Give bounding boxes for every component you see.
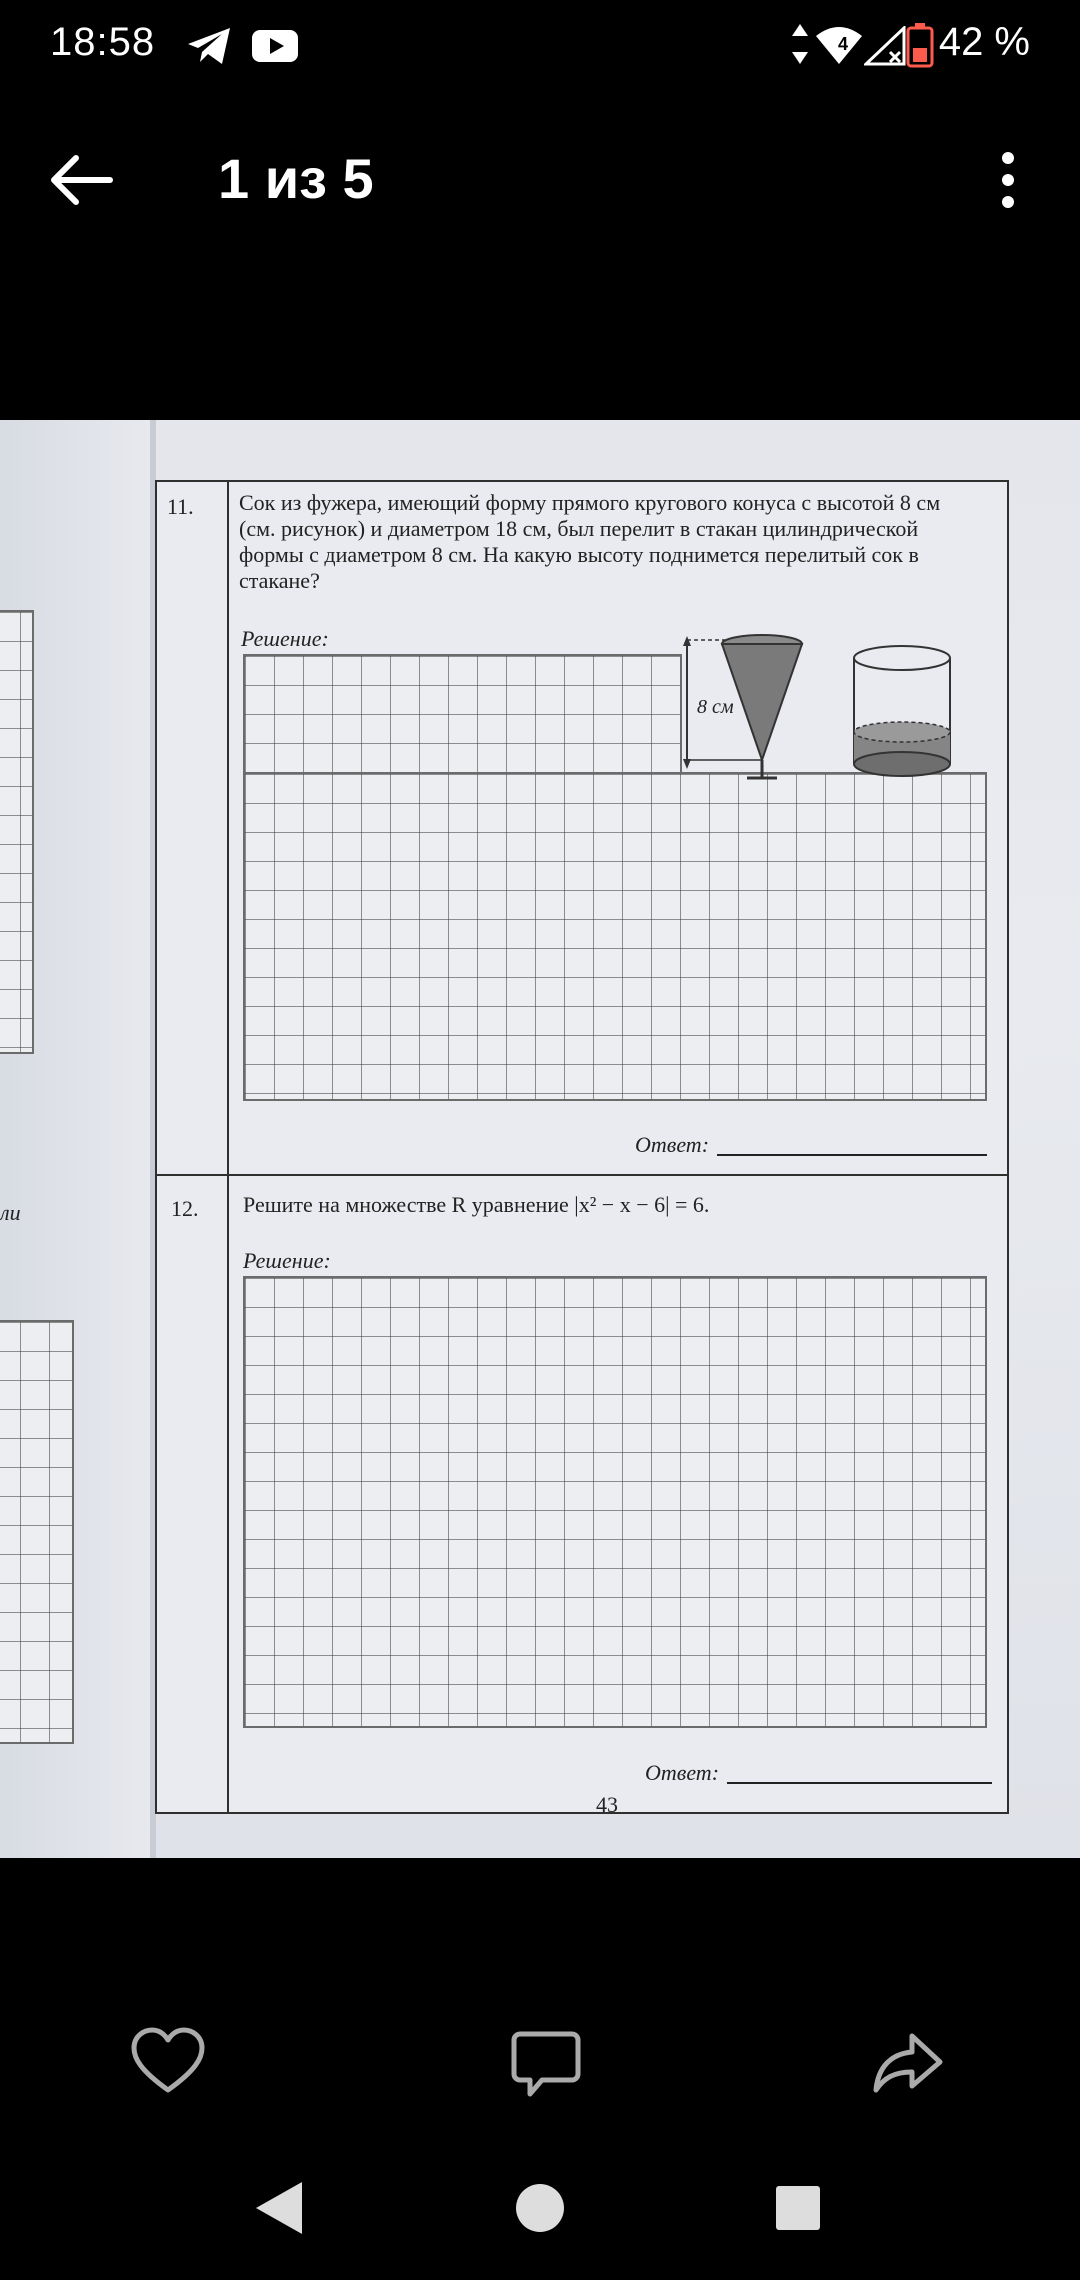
number-column-line	[227, 482, 229, 1812]
photo-image[interactable]	[0, 420, 1080, 1858]
nav-recents-button[interactable]	[758, 2168, 838, 2248]
task-divider	[157, 1174, 1007, 1176]
nav-back-icon	[256, 2182, 302, 2234]
task12-solution-label: Решение:	[243, 1248, 331, 1273]
left-page-edge	[0, 420, 150, 1858]
data-arrows-icon	[790, 22, 810, 66]
left-page-grid-bottom	[0, 1320, 74, 1744]
heart-icon	[134, 2030, 202, 2090]
task11-answer-label: Ответ:	[635, 1132, 710, 1157]
left-page-grid-top	[0, 610, 34, 1054]
page-number: 43	[596, 1792, 618, 1817]
task12-text: Решите на множестве R уравнение |x² − x − 6| = 6.	[243, 1192, 710, 1217]
task-sheet	[155, 480, 1009, 1814]
task12-number: 12.	[171, 1196, 199, 1221]
comment-icon	[514, 2034, 578, 2094]
glass-figure	[847, 642, 957, 787]
nav-back-button[interactable]	[240, 2168, 320, 2248]
page-title: 1 из 5	[218, 147, 374, 210]
battery-icon	[906, 22, 934, 68]
task11-answer-line	[717, 1154, 987, 1156]
share-button[interactable]	[868, 2022, 948, 2102]
status-bar	[0, 0, 1080, 92]
task11-grid-bottom	[243, 772, 987, 1101]
task11-solution-label: Решение:	[241, 626, 329, 651]
network-badge: 4	[838, 34, 849, 54]
like-button[interactable]	[128, 2022, 208, 2102]
task12-grid	[243, 1276, 987, 1728]
youtube-icon	[250, 26, 300, 66]
task11-number: 11.	[167, 494, 194, 519]
task11-text: Сок из фужера, имеющий форму прямого кругового конуса с высотой 8 см (см. рисунок) и диаметром 18 см, был перелит в стакан цилиндрической формы с диаметром 8 см. На какую высоту поднимется перелитый сок в стакане?	[239, 490, 941, 593]
back-button[interactable]	[40, 140, 120, 220]
battery-percent: 42 %	[938, 20, 1030, 64]
task12-answer-label: Ответ:	[645, 1760, 720, 1785]
left-page-fragment: ли	[0, 1200, 21, 1225]
nav-home-icon	[516, 2184, 564, 2232]
share-icon	[876, 2036, 940, 2090]
nav-home-button[interactable]	[500, 2168, 580, 2248]
telegram-icon	[186, 26, 232, 66]
comment-button[interactable]	[506, 2024, 586, 2104]
arrow-left-icon	[54, 158, 110, 202]
nav-recents-icon	[776, 2186, 820, 2230]
task12-answer-line	[727, 1782, 992, 1784]
more-options-button[interactable]	[980, 140, 1036, 220]
status-time: 18:58	[50, 20, 156, 64]
cone-height-label: 8 см	[697, 696, 734, 718]
task11-grid-top	[243, 654, 682, 778]
signal-icon	[864, 26, 906, 66]
more-vertical-icon	[1002, 152, 1014, 208]
